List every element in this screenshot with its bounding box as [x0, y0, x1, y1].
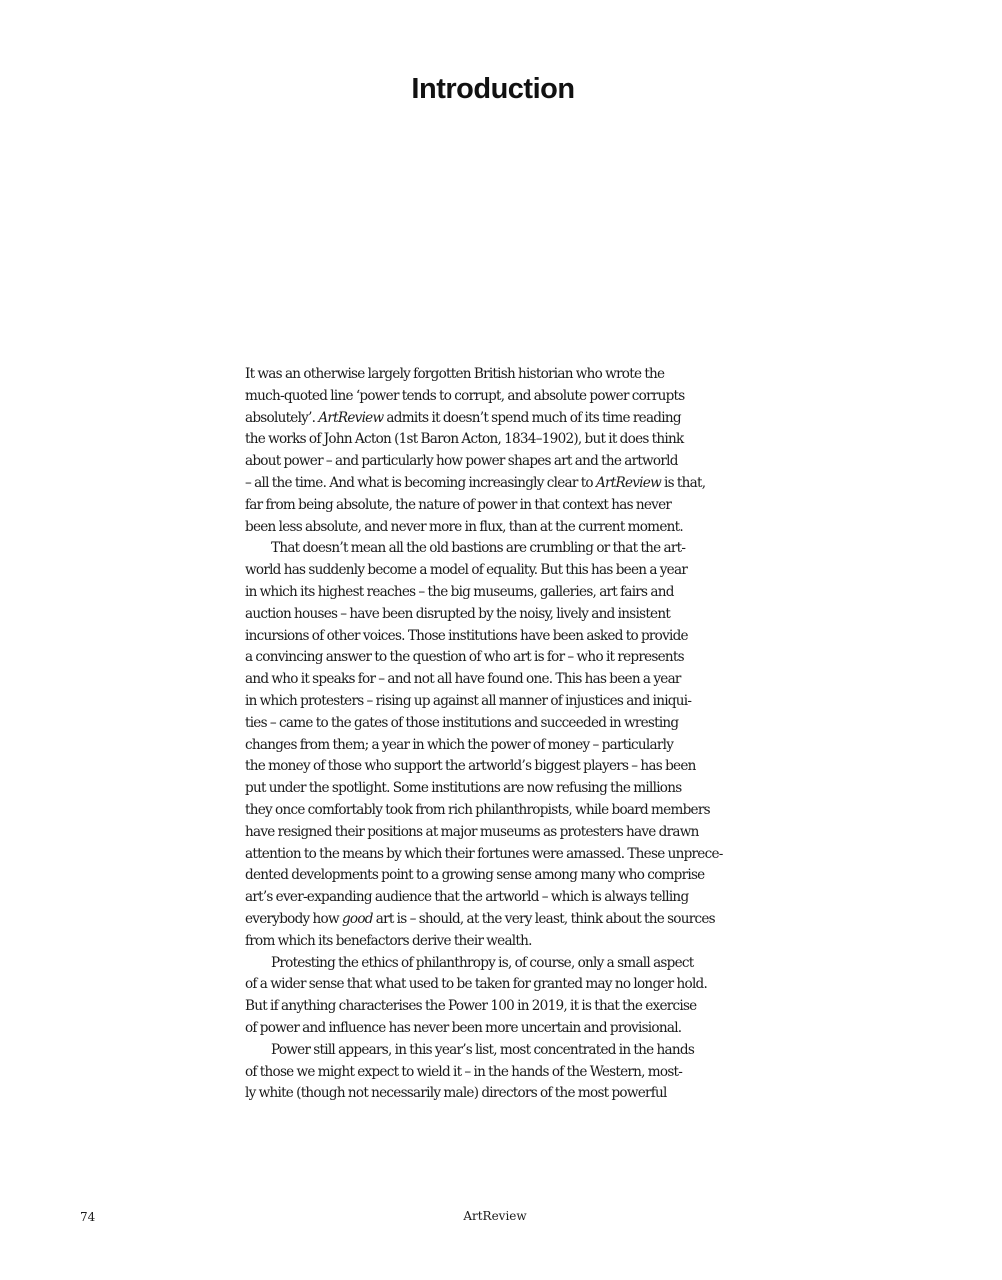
- text-line: [245, 1062, 755, 1084]
- text-segment: dented developments point to a growing sense among many who comprise: [245, 867, 705, 884]
- text-line: [245, 800, 755, 822]
- text-line: [245, 974, 755, 996]
- body-text: [245, 364, 755, 1105]
- text-line: [245, 996, 755, 1018]
- text-line: [245, 495, 755, 517]
- text-line: [245, 560, 755, 582]
- page-title: Introduction: [411, 73, 575, 106]
- text-segment: Power still appears, in this year’s list, most concentrated in the hands: [271, 1041, 695, 1058]
- text-line: [245, 647, 755, 669]
- text-segment: Protesting the ethics of philanthropy is, of course, only a small aspect: [271, 954, 694, 971]
- text-segment: ly white (though not necessarily male) directors of the most powerful: [245, 1085, 667, 1102]
- text-segment: world has suddenly become a model of equality. But this has been a year: [245, 562, 688, 579]
- text-line: [245, 713, 755, 735]
- text-segment: attention to the means by which their fortunes were amassed. These unprece-: [245, 845, 723, 862]
- publication-name: ArtReview: [463, 1209, 527, 1223]
- text-segment: – all the time. And what is becoming increasingly clear to: [245, 474, 596, 491]
- text-line: [245, 865, 755, 887]
- text-segment: But if anything characterises the Power 100 in 2019, it is that the exercise: [245, 998, 697, 1015]
- text-line: [245, 822, 755, 844]
- text-line: [245, 669, 755, 691]
- text-line: [245, 931, 755, 953]
- text-line: [245, 473, 755, 495]
- text-segment: absolutely’.: [245, 409, 319, 426]
- text-line: [245, 1018, 755, 1040]
- text-line: [245, 408, 755, 430]
- text-segment: everybody how: [245, 910, 342, 927]
- text-segment: a convincing answer to the question of who art is for – who it represents: [245, 649, 684, 666]
- text-segment: in which its highest reaches – the big museums, galleries, art fairs and: [245, 583, 674, 600]
- text-line: [245, 538, 755, 560]
- text-segment: from which its benefactors derive their wealth.: [245, 932, 532, 949]
- text-segment: put under the spotlight. Some institutions are now refusing the millions: [245, 780, 682, 797]
- text-segment: the works of John Acton (1st Baron Acton, 1834–1902), but it does think: [245, 431, 684, 448]
- text-segment: much-quoted line ‘power tends to corrupt, and absolute power corrupts: [245, 387, 685, 404]
- text-segment: of a wider sense that what used to be taken for granted may no longer hold.: [245, 976, 708, 993]
- text-line: [245, 386, 755, 408]
- text-segment: of power and influence has never been more uncertain and provisional.: [245, 1019, 682, 1036]
- text-line: [245, 735, 755, 757]
- text-line: [245, 582, 755, 604]
- text-line: [245, 887, 755, 909]
- text-segment: incursions of other voices. Those institutions have been asked to provide: [245, 627, 688, 644]
- page-number: 74: [80, 1210, 96, 1224]
- text-line: [245, 604, 755, 626]
- text-line: [245, 756, 755, 778]
- text-segment: changes from them; a year in which the power of money – particularly: [245, 736, 674, 753]
- text-line: [245, 429, 755, 451]
- text-segment: ties – came to the gates of those institutions and succeeded in wresting: [245, 714, 679, 731]
- text-segment: is that,: [660, 474, 706, 491]
- text-line: [245, 1083, 755, 1105]
- text-line: [245, 451, 755, 473]
- text-line: [245, 909, 755, 931]
- text-segment: been less absolute, and never more in flux, than at the current moment.: [245, 518, 683, 535]
- text-segment: admits it doesn’t spend much of its time reading: [383, 409, 681, 426]
- text-segment: far from being absolute, the nature of power in that context has never: [245, 496, 672, 513]
- text-segment: art’s ever-expanding audience that the artworld – which is always telling: [245, 889, 689, 906]
- text-line: [245, 1040, 755, 1062]
- text-segment: have resigned their positions at major museums as protesters have drawn: [245, 823, 699, 840]
- text-line: [245, 778, 755, 800]
- text-segment: and who it speaks for – and not all have found one. This has been a year: [245, 671, 681, 688]
- text-segment: art is – should, at the very least, think about the sources: [372, 910, 715, 927]
- text-segment: That doesn’t mean all the old bastions are crumbling or that the art-: [271, 540, 686, 557]
- italic-text: good: [341, 910, 373, 927]
- text-line: [245, 517, 755, 539]
- text-line: [245, 844, 755, 866]
- text-line: [245, 364, 755, 386]
- text-line: [245, 953, 755, 975]
- text-segment: of those we might expect to wield it – in the hands of the Western, most-: [245, 1063, 683, 1080]
- text-line: [245, 626, 755, 648]
- text-segment: the money of those who support the artworld’s biggest players – has been: [245, 758, 696, 775]
- text-segment: in which protesters – rising up against all manner of injustices and iniqui-: [245, 692, 692, 709]
- italic-text: ArtReview: [595, 474, 661, 491]
- text-segment: about power – and particularly how power shapes art and the artworld: [245, 453, 678, 470]
- text-segment: It was an otherwise largely forgotten British historian who wrote the: [245, 366, 665, 382]
- italic-text: ArtReview: [318, 409, 384, 426]
- text-segment: they once comfortably took from rich philanthropists, while board members: [245, 801, 710, 818]
- text-line: [245, 691, 755, 713]
- text-segment: auction houses – have been disrupted by the noisy, lively and insistent: [245, 605, 671, 622]
